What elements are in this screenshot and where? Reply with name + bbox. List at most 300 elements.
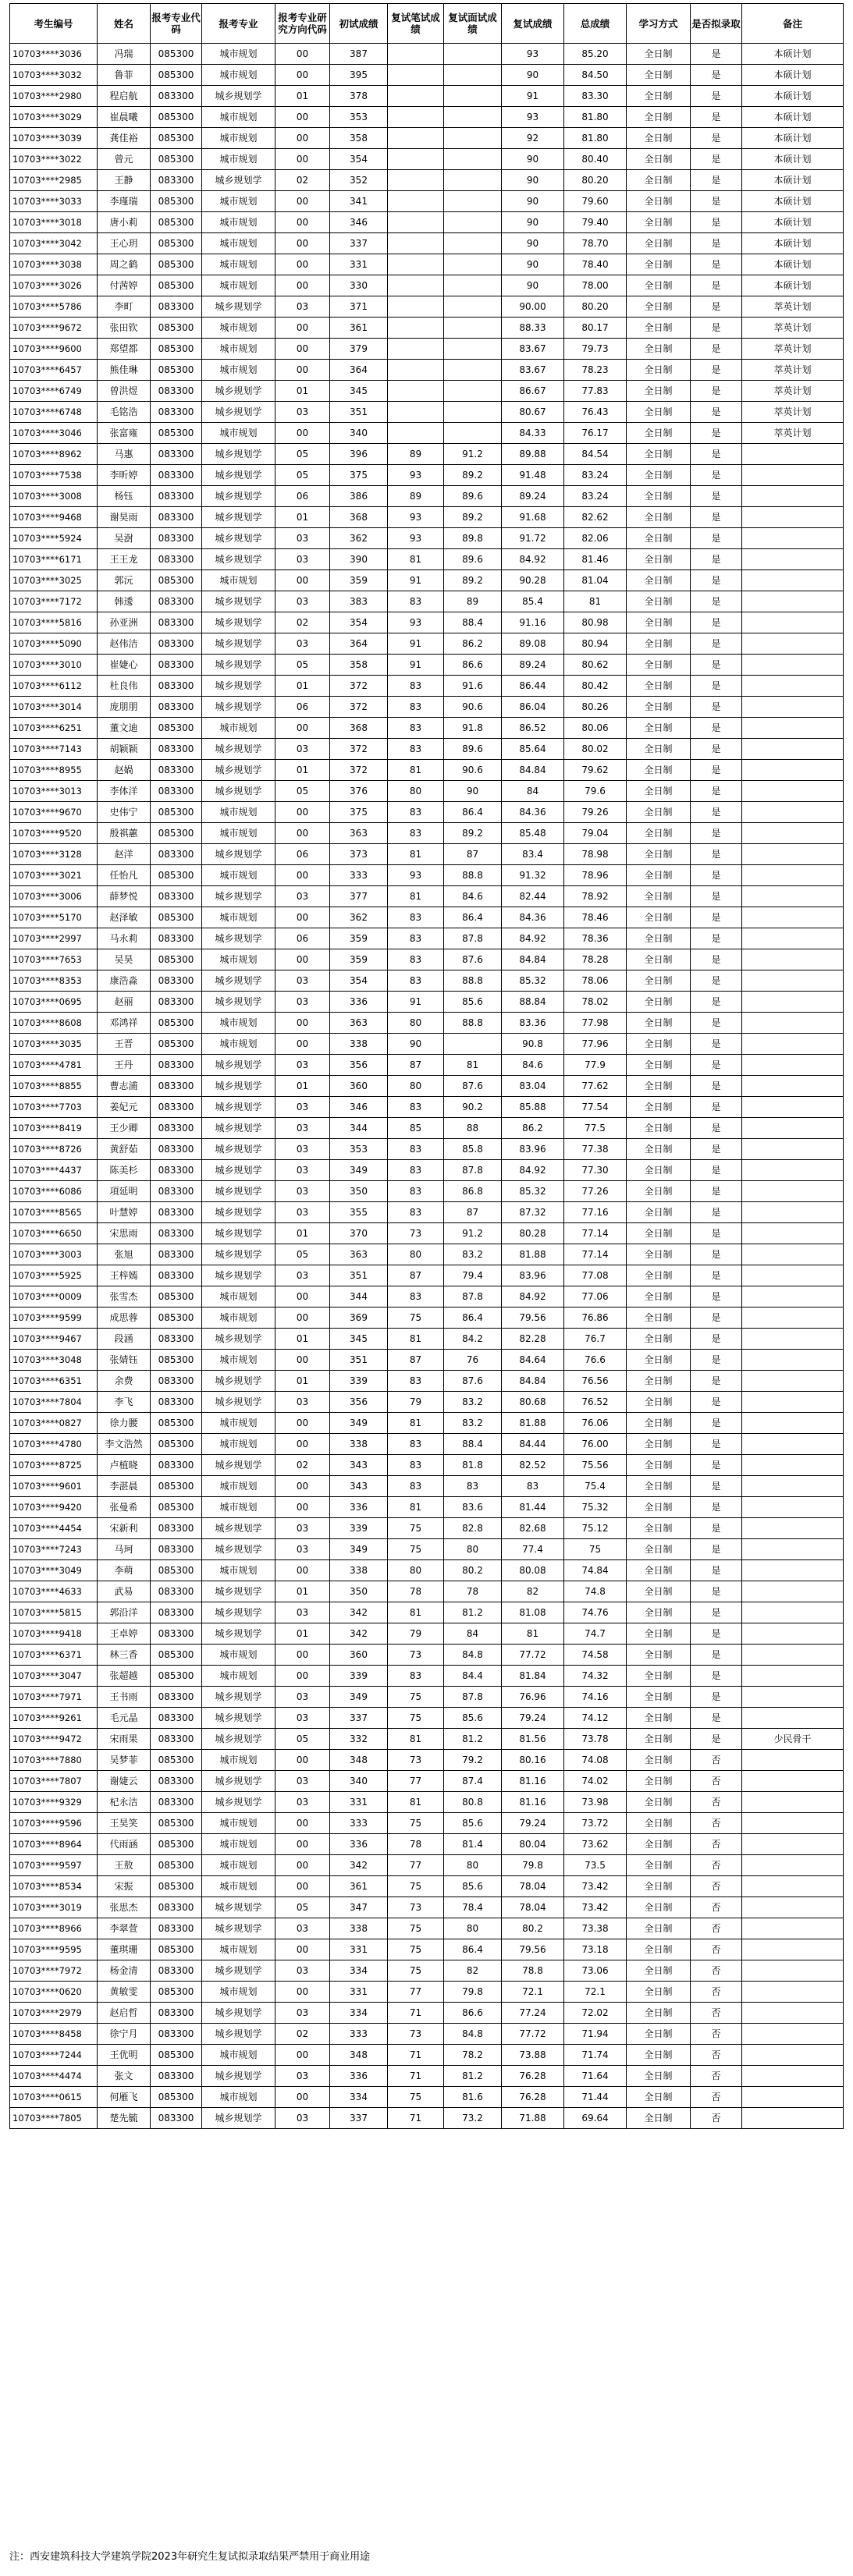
table-row — [10, 1939, 844, 1960]
table-row — [10, 360, 844, 381]
cell-retest-score: 91.72 — [502, 528, 564, 549]
cell-prelim-score: 351 — [330, 1265, 388, 1286]
cell-admitted: 否 — [691, 2003, 742, 2024]
cell-prelim-score: 368 — [330, 718, 388, 739]
cell-candidate-id: 10703****8962 — [10, 444, 98, 465]
cell-total-score: 76.86 — [564, 1308, 627, 1329]
cell-candidate-id: 10703****6457 — [10, 360, 98, 381]
cell-note — [742, 570, 844, 591]
cell-interview-score: 79.8 — [444, 1982, 502, 2003]
cell-interview-score: 90.2 — [444, 1097, 502, 1118]
cell-retest-score: 89.08 — [502, 633, 564, 655]
cell-major: 城市规划 — [202, 1308, 275, 1329]
cell-retest-score: 84.36 — [502, 802, 564, 823]
table-row — [10, 1539, 844, 1560]
cell-candidate-id: 10703****5170 — [10, 907, 98, 928]
cell-note — [742, 1455, 844, 1476]
cell-admitted: 是 — [691, 1581, 742, 1602]
cell-written-score — [388, 360, 444, 381]
cell-major: 城乡规划学 — [202, 465, 275, 486]
cell-admitted: 否 — [691, 2108, 742, 2129]
cell-study-mode: 全日制 — [627, 1939, 691, 1960]
cell-major-code: 085300 — [151, 254, 202, 275]
table-row — [10, 1855, 844, 1876]
cell-prelim-score: 336 — [330, 1497, 388, 1518]
cell-major: 城市规划 — [202, 1876, 275, 1897]
cell-major: 城市规划 — [202, 570, 275, 591]
cell-interview-score: 87.6 — [444, 1076, 502, 1097]
cell-prelim-score: 352 — [330, 170, 388, 191]
cell-note — [742, 802, 844, 823]
table-row — [10, 1286, 844, 1308]
cell-interview-score: 79.4 — [444, 1265, 502, 1286]
table-row — [10, 191, 844, 212]
cell-direction-code: 00 — [275, 149, 330, 170]
cell-candidate-id: 10703****4437 — [10, 1160, 98, 1181]
cell-admitted: 是 — [691, 254, 742, 275]
cell-direction-code: 00 — [275, 212, 330, 233]
cell-study-mode: 全日制 — [627, 2108, 691, 2129]
table-row — [10, 2003, 844, 2024]
cell-retest-score: 72.1 — [502, 1982, 564, 2003]
cell-admitted: 是 — [691, 1265, 742, 1286]
cell-major: 城乡规划学 — [202, 1329, 275, 1350]
table-row — [10, 907, 844, 928]
cell-name: 宋新利 — [98, 1518, 151, 1539]
cell-candidate-id: 10703****2979 — [10, 2003, 98, 2024]
cell-direction-code: 03 — [275, 402, 330, 423]
cell-note: 萃英计划 — [742, 423, 844, 444]
cell-admitted: 是 — [691, 549, 742, 570]
cell-retest-score: 90 — [502, 191, 564, 212]
cell-major: 城乡规划学 — [202, 507, 275, 528]
cell-direction-code: 00 — [275, 1855, 330, 1876]
cell-total-score: 76.52 — [564, 1392, 627, 1413]
cell-major: 城市规划 — [202, 1813, 275, 1834]
cell-interview-score: 81.8 — [444, 1455, 502, 1476]
cell-retest-score: 90.8 — [502, 1034, 564, 1055]
cell-total-score: 77.62 — [564, 1076, 627, 1097]
cell-interview-score: 89.2 — [444, 507, 502, 528]
table-row — [10, 1139, 844, 1160]
cell-name: 曾洪煜 — [98, 381, 151, 402]
cell-written-score: 83 — [388, 823, 444, 844]
cell-written-score — [388, 318, 444, 339]
cell-direction-code: 00 — [275, 275, 330, 296]
cell-note: 本硕计划 — [742, 65, 844, 86]
cell-major-code: 083300 — [151, 612, 202, 633]
cell-study-mode: 全日制 — [627, 339, 691, 360]
cell-note — [742, 1623, 844, 1645]
table-row — [10, 2066, 844, 2087]
cell-total-score: 73.62 — [564, 1834, 627, 1855]
cell-major-code: 083300 — [151, 1708, 202, 1729]
cell-retest-score: 77.72 — [502, 2024, 564, 2045]
cell-total-score: 75.56 — [564, 1455, 627, 1476]
cell-candidate-id: 10703****9596 — [10, 1813, 98, 1834]
cell-written-score: 71 — [388, 2066, 444, 2087]
cell-name: 李昕婷 — [98, 465, 151, 486]
cell-admitted: 是 — [691, 296, 742, 318]
cell-total-score: 79.6 — [564, 781, 627, 802]
cell-interview-score: 86.4 — [444, 802, 502, 823]
cell-admitted: 是 — [691, 802, 742, 823]
table-row — [10, 170, 844, 191]
cell-name: 林三香 — [98, 1645, 151, 1666]
cell-note — [742, 1560, 844, 1581]
cell-candidate-id: 10703****3038 — [10, 254, 98, 275]
cell-major: 城乡规划学 — [202, 655, 275, 676]
cell-prelim-score: 333 — [330, 1813, 388, 1834]
cell-major-code: 083300 — [151, 1960, 202, 1982]
cell-admitted: 是 — [691, 886, 742, 907]
cell-admitted: 是 — [691, 739, 742, 760]
table-row — [10, 486, 844, 507]
cell-major: 城乡规划学 — [202, 1602, 275, 1623]
cell-interview-score: 84.8 — [444, 1645, 502, 1666]
cell-prelim-score: 354 — [330, 970, 388, 992]
cell-study-mode: 全日制 — [627, 1623, 691, 1645]
cell-written-score — [388, 339, 444, 360]
cell-major: 城市规划 — [202, 1982, 275, 2003]
cell-major-code: 085300 — [151, 907, 202, 928]
cell-written-score — [388, 149, 444, 170]
table-row — [10, 296, 844, 318]
cell-major-code: 083300 — [151, 1329, 202, 1350]
cell-interview-score — [444, 339, 502, 360]
cell-prelim-score: 343 — [330, 1455, 388, 1476]
cell-prelim-score: 361 — [330, 318, 388, 339]
cell-total-score: 78.40 — [564, 254, 627, 275]
cell-study-mode: 全日制 — [627, 2066, 691, 2087]
cell-admitted: 是 — [691, 360, 742, 381]
cell-major: 城乡规划学 — [202, 591, 275, 612]
cell-total-score: 73.18 — [564, 1939, 627, 1960]
cell-retest-score: 79.24 — [502, 1708, 564, 1729]
cell-admitted: 是 — [691, 949, 742, 970]
cell-total-score: 78.98 — [564, 844, 627, 865]
cell-major: 城市规划 — [202, 423, 275, 444]
cell-major: 城乡规划学 — [202, 970, 275, 992]
cell-note — [742, 1918, 844, 1939]
cell-written-score: 75 — [388, 1876, 444, 1897]
cell-major-code: 083300 — [151, 1223, 202, 1244]
cell-written-score: 83 — [388, 1371, 444, 1392]
cell-note: 本硕计划 — [742, 233, 844, 254]
table-row — [10, 739, 844, 760]
cell-prelim-score: 356 — [330, 1055, 388, 1076]
cell-major: 城乡规划学 — [202, 1687, 275, 1708]
cell-interview-score — [444, 149, 502, 170]
cell-total-score: 78.06 — [564, 970, 627, 992]
cell-total-score: 73.5 — [564, 1855, 627, 1876]
cell-note: 萃英计划 — [742, 318, 844, 339]
cell-prelim-score: 341 — [330, 191, 388, 212]
cell-written-score: 80 — [388, 781, 444, 802]
cell-name: 李文浩然 — [98, 1434, 151, 1455]
cell-prelim-score: 372 — [330, 676, 388, 697]
cell-admitted: 是 — [691, 1392, 742, 1413]
cell-major: 城乡规划学 — [202, 886, 275, 907]
cell-retest-score: 79.56 — [502, 1939, 564, 1960]
cell-retest-score: 86.44 — [502, 676, 564, 697]
cell-written-score — [388, 191, 444, 212]
cell-note — [742, 1202, 844, 1223]
cell-retest-score: 81.44 — [502, 1497, 564, 1518]
cell-written-score: 83 — [388, 697, 444, 718]
table-row — [10, 1560, 844, 1581]
cell-direction-code: 03 — [275, 591, 330, 612]
cell-name: 程启航 — [98, 86, 151, 107]
cell-name: 史伟宁 — [98, 802, 151, 823]
cell-note — [742, 2045, 844, 2066]
cell-note: 本硕计划 — [742, 128, 844, 149]
cell-total-score: 73.42 — [564, 1876, 627, 1897]
cell-study-mode: 全日制 — [627, 191, 691, 212]
cell-major-code: 083300 — [151, 1518, 202, 1539]
cell-candidate-id: 10703****5090 — [10, 633, 98, 655]
cell-study-mode: 全日制 — [627, 1897, 691, 1918]
cell-major: 城市规划 — [202, 191, 275, 212]
cell-major-code: 083300 — [151, 1160, 202, 1181]
cell-major: 城市规划 — [202, 65, 275, 86]
cell-candidate-id: 10703****6251 — [10, 718, 98, 739]
admission-results-table — [9, 3, 844, 2129]
cell-admitted: 是 — [691, 233, 742, 254]
cell-direction-code: 03 — [275, 1118, 330, 1139]
cell-interview-score: 86.8 — [444, 1181, 502, 1202]
cell-prelim-score: 338 — [330, 1918, 388, 1939]
cell-total-score: 76.17 — [564, 423, 627, 444]
table-row — [10, 1244, 844, 1265]
cell-major: 城乡规划学 — [202, 1581, 275, 1602]
cell-name: 何雁飞 — [98, 2087, 151, 2108]
cell-admitted: 是 — [691, 992, 742, 1013]
cell-major-code: 083300 — [151, 1055, 202, 1076]
cell-admitted: 是 — [691, 1244, 742, 1265]
cell-major-code: 085300 — [151, 1876, 202, 1897]
cell-admitted: 否 — [691, 1939, 742, 1960]
cell-major: 城市规划 — [202, 1939, 275, 1960]
cell-note — [742, 1181, 844, 1202]
cell-study-mode: 全日制 — [627, 2087, 691, 2108]
table-row — [10, 381, 844, 402]
cell-study-mode: 全日制 — [627, 2045, 691, 2066]
cell-retest-score: 80.16 — [502, 1750, 564, 1771]
cell-major: 城市规划 — [202, 128, 275, 149]
cell-written-score — [388, 86, 444, 107]
cell-prelim-score: 339 — [330, 1371, 388, 1392]
cell-study-mode: 全日制 — [627, 992, 691, 1013]
cell-major-code: 085300 — [151, 1286, 202, 1308]
table-row — [10, 1708, 844, 1729]
cell-admitted: 是 — [691, 318, 742, 339]
cell-major: 城乡规划学 — [202, 1202, 275, 1223]
cell-study-mode: 全日制 — [627, 1602, 691, 1623]
cell-candidate-id: 10703****3026 — [10, 275, 98, 296]
cell-major-code: 083300 — [151, 465, 202, 486]
cell-retest-score: 80.28 — [502, 1223, 564, 1244]
cell-admitted: 否 — [691, 1750, 742, 1771]
cell-candidate-id: 10703****9468 — [10, 507, 98, 528]
table-row — [10, 1434, 844, 1455]
cell-prelim-score: 368 — [330, 507, 388, 528]
cell-admitted: 是 — [691, 1202, 742, 1223]
cell-name: 曾元 — [98, 149, 151, 170]
cell-retest-score: 90.00 — [502, 296, 564, 318]
cell-prelim-score: 331 — [330, 254, 388, 275]
cell-prelim-score: 349 — [330, 1160, 388, 1181]
cell-major: 城乡规划学 — [202, 1539, 275, 1560]
cell-major: 城乡规划学 — [202, 1076, 275, 1097]
cell-total-score: 81.80 — [564, 128, 627, 149]
cell-note — [742, 1539, 844, 1560]
cell-direction-code: 00 — [275, 1813, 330, 1834]
cell-admitted: 是 — [691, 1623, 742, 1645]
table-row — [10, 233, 844, 254]
cell-major: 城市规划 — [202, 275, 275, 296]
cell-admitted: 是 — [691, 591, 742, 612]
cell-note — [742, 1244, 844, 1265]
cell-written-score: 89 — [388, 486, 444, 507]
cell-prelim-score: 354 — [330, 149, 388, 170]
cell-direction-code: 01 — [275, 1581, 330, 1602]
cell-total-score: 79.73 — [564, 339, 627, 360]
cell-name: 毛铭浩 — [98, 402, 151, 423]
cell-candidate-id: 10703****2997 — [10, 928, 98, 949]
table-row — [10, 1055, 844, 1076]
table-row — [10, 844, 844, 865]
cell-name: 李飞 — [98, 1392, 151, 1413]
cell-written-score: 71 — [388, 2108, 444, 2129]
cell-prelim-score: 373 — [330, 844, 388, 865]
cell-total-score: 83.24 — [564, 465, 627, 486]
cell-retest-score: 92 — [502, 128, 564, 149]
cell-retest-score: 91.48 — [502, 465, 564, 486]
cell-total-score: 71.64 — [564, 2066, 627, 2087]
cell-direction-code: 03 — [275, 2066, 330, 2087]
cell-name: 王心玥 — [98, 233, 151, 254]
cell-direction-code: 01 — [275, 1329, 330, 1350]
cell-admitted: 否 — [691, 1918, 742, 1939]
table-row — [10, 444, 844, 465]
cell-note — [742, 781, 844, 802]
cell-major: 城乡规划学 — [202, 781, 275, 802]
cell-major: 城乡规划学 — [202, 633, 275, 655]
table-row — [10, 1308, 844, 1329]
cell-retest-score: 81.16 — [502, 1792, 564, 1813]
cell-note — [742, 1581, 844, 1602]
cell-written-score — [388, 423, 444, 444]
table-row — [10, 149, 844, 170]
cell-interview-score: 84.8 — [444, 2024, 502, 2045]
cell-retest-score: 83.36 — [502, 1013, 564, 1034]
cell-major: 城市规划 — [202, 107, 275, 128]
cell-interview-score: 91.6 — [444, 676, 502, 697]
table-row — [10, 549, 844, 570]
cell-admitted: 是 — [691, 107, 742, 128]
cell-direction-code: 00 — [275, 1286, 330, 1308]
cell-study-mode: 全日制 — [627, 1055, 691, 1076]
cell-major-code: 083300 — [151, 781, 202, 802]
cell-major: 城乡规划学 — [202, 760, 275, 781]
cell-note: 本硕计划 — [742, 212, 844, 233]
cell-note — [742, 1813, 844, 1834]
cell-direction-code: 00 — [275, 128, 330, 149]
cell-prelim-score: 379 — [330, 339, 388, 360]
cell-candidate-id: 10703****7805 — [10, 2108, 98, 2129]
cell-retest-score: 84.33 — [502, 423, 564, 444]
cell-admitted: 是 — [691, 339, 742, 360]
cell-retest-score: 79.8 — [502, 1855, 564, 1876]
table-row — [10, 718, 844, 739]
cell-major-code: 085300 — [151, 2045, 202, 2066]
cell-prelim-score: 359 — [330, 949, 388, 970]
cell-interview-score: 87.8 — [444, 1687, 502, 1708]
cell-written-score: 80 — [388, 1013, 444, 1034]
cell-prelim-score: 386 — [330, 486, 388, 507]
cell-candidate-id: 10703****9329 — [10, 1792, 98, 1813]
cell-candidate-id: 10703****7538 — [10, 465, 98, 486]
cell-study-mode: 全日制 — [627, 1097, 691, 1118]
cell-interview-score: 83.2 — [444, 1392, 502, 1413]
cell-retest-score: 83.04 — [502, 1076, 564, 1097]
cell-candidate-id: 10703****5925 — [10, 1265, 98, 1286]
cell-note — [742, 1876, 844, 1897]
cell-note — [742, 1097, 844, 1118]
cell-direction-code: 03 — [275, 1918, 330, 1939]
cell-note — [742, 1687, 844, 1708]
cell-major: 城乡规划学 — [202, 1708, 275, 1729]
cell-admitted: 是 — [691, 612, 742, 633]
cell-study-mode: 全日制 — [627, 1960, 691, 1982]
cell-name: 郑望都 — [98, 339, 151, 360]
cell-prelim-score: 353 — [330, 1139, 388, 1160]
cell-study-mode: 全日制 — [627, 1539, 691, 1560]
cell-interview-score: 84.4 — [444, 1666, 502, 1687]
cell-major: 城市规划 — [202, 44, 275, 65]
cell-direction-code: 03 — [275, 1602, 330, 1623]
cell-major-code: 083300 — [151, 1244, 202, 1265]
cell-name: 李萌 — [98, 1560, 151, 1581]
cell-note — [742, 1223, 844, 1244]
cell-study-mode: 全日制 — [627, 633, 691, 655]
header-study-mode: 学习方式 — [627, 4, 691, 44]
cell-total-score: 77.9 — [564, 1055, 627, 1076]
cell-prelim-score: 346 — [330, 1097, 388, 1118]
cell-name: 邓鸿祥 — [98, 1013, 151, 1034]
cell-major-code: 083300 — [151, 1918, 202, 1939]
cell-name: 唐小莉 — [98, 212, 151, 233]
cell-candidate-id: 10703****3025 — [10, 570, 98, 591]
cell-name: 张思杰 — [98, 1897, 151, 1918]
cell-candidate-id: 10703****8964 — [10, 1834, 98, 1855]
cell-major-code: 085300 — [151, 802, 202, 823]
cell-retest-score: 83.4 — [502, 844, 564, 865]
cell-major: 城市规划 — [202, 360, 275, 381]
cell-admitted: 是 — [691, 1097, 742, 1118]
cell-major: 城乡规划学 — [202, 444, 275, 465]
cell-prelim-score: 348 — [330, 2045, 388, 2066]
cell-admitted: 是 — [691, 781, 742, 802]
table-row — [10, 1876, 844, 1897]
cell-candidate-id: 10703****9599 — [10, 1308, 98, 1329]
cell-study-mode: 全日制 — [627, 907, 691, 928]
cell-note — [742, 1645, 844, 1666]
cell-interview-score: 84.6 — [444, 886, 502, 907]
cell-major-code: 085300 — [151, 212, 202, 233]
cell-total-score: 81.80 — [564, 107, 627, 128]
